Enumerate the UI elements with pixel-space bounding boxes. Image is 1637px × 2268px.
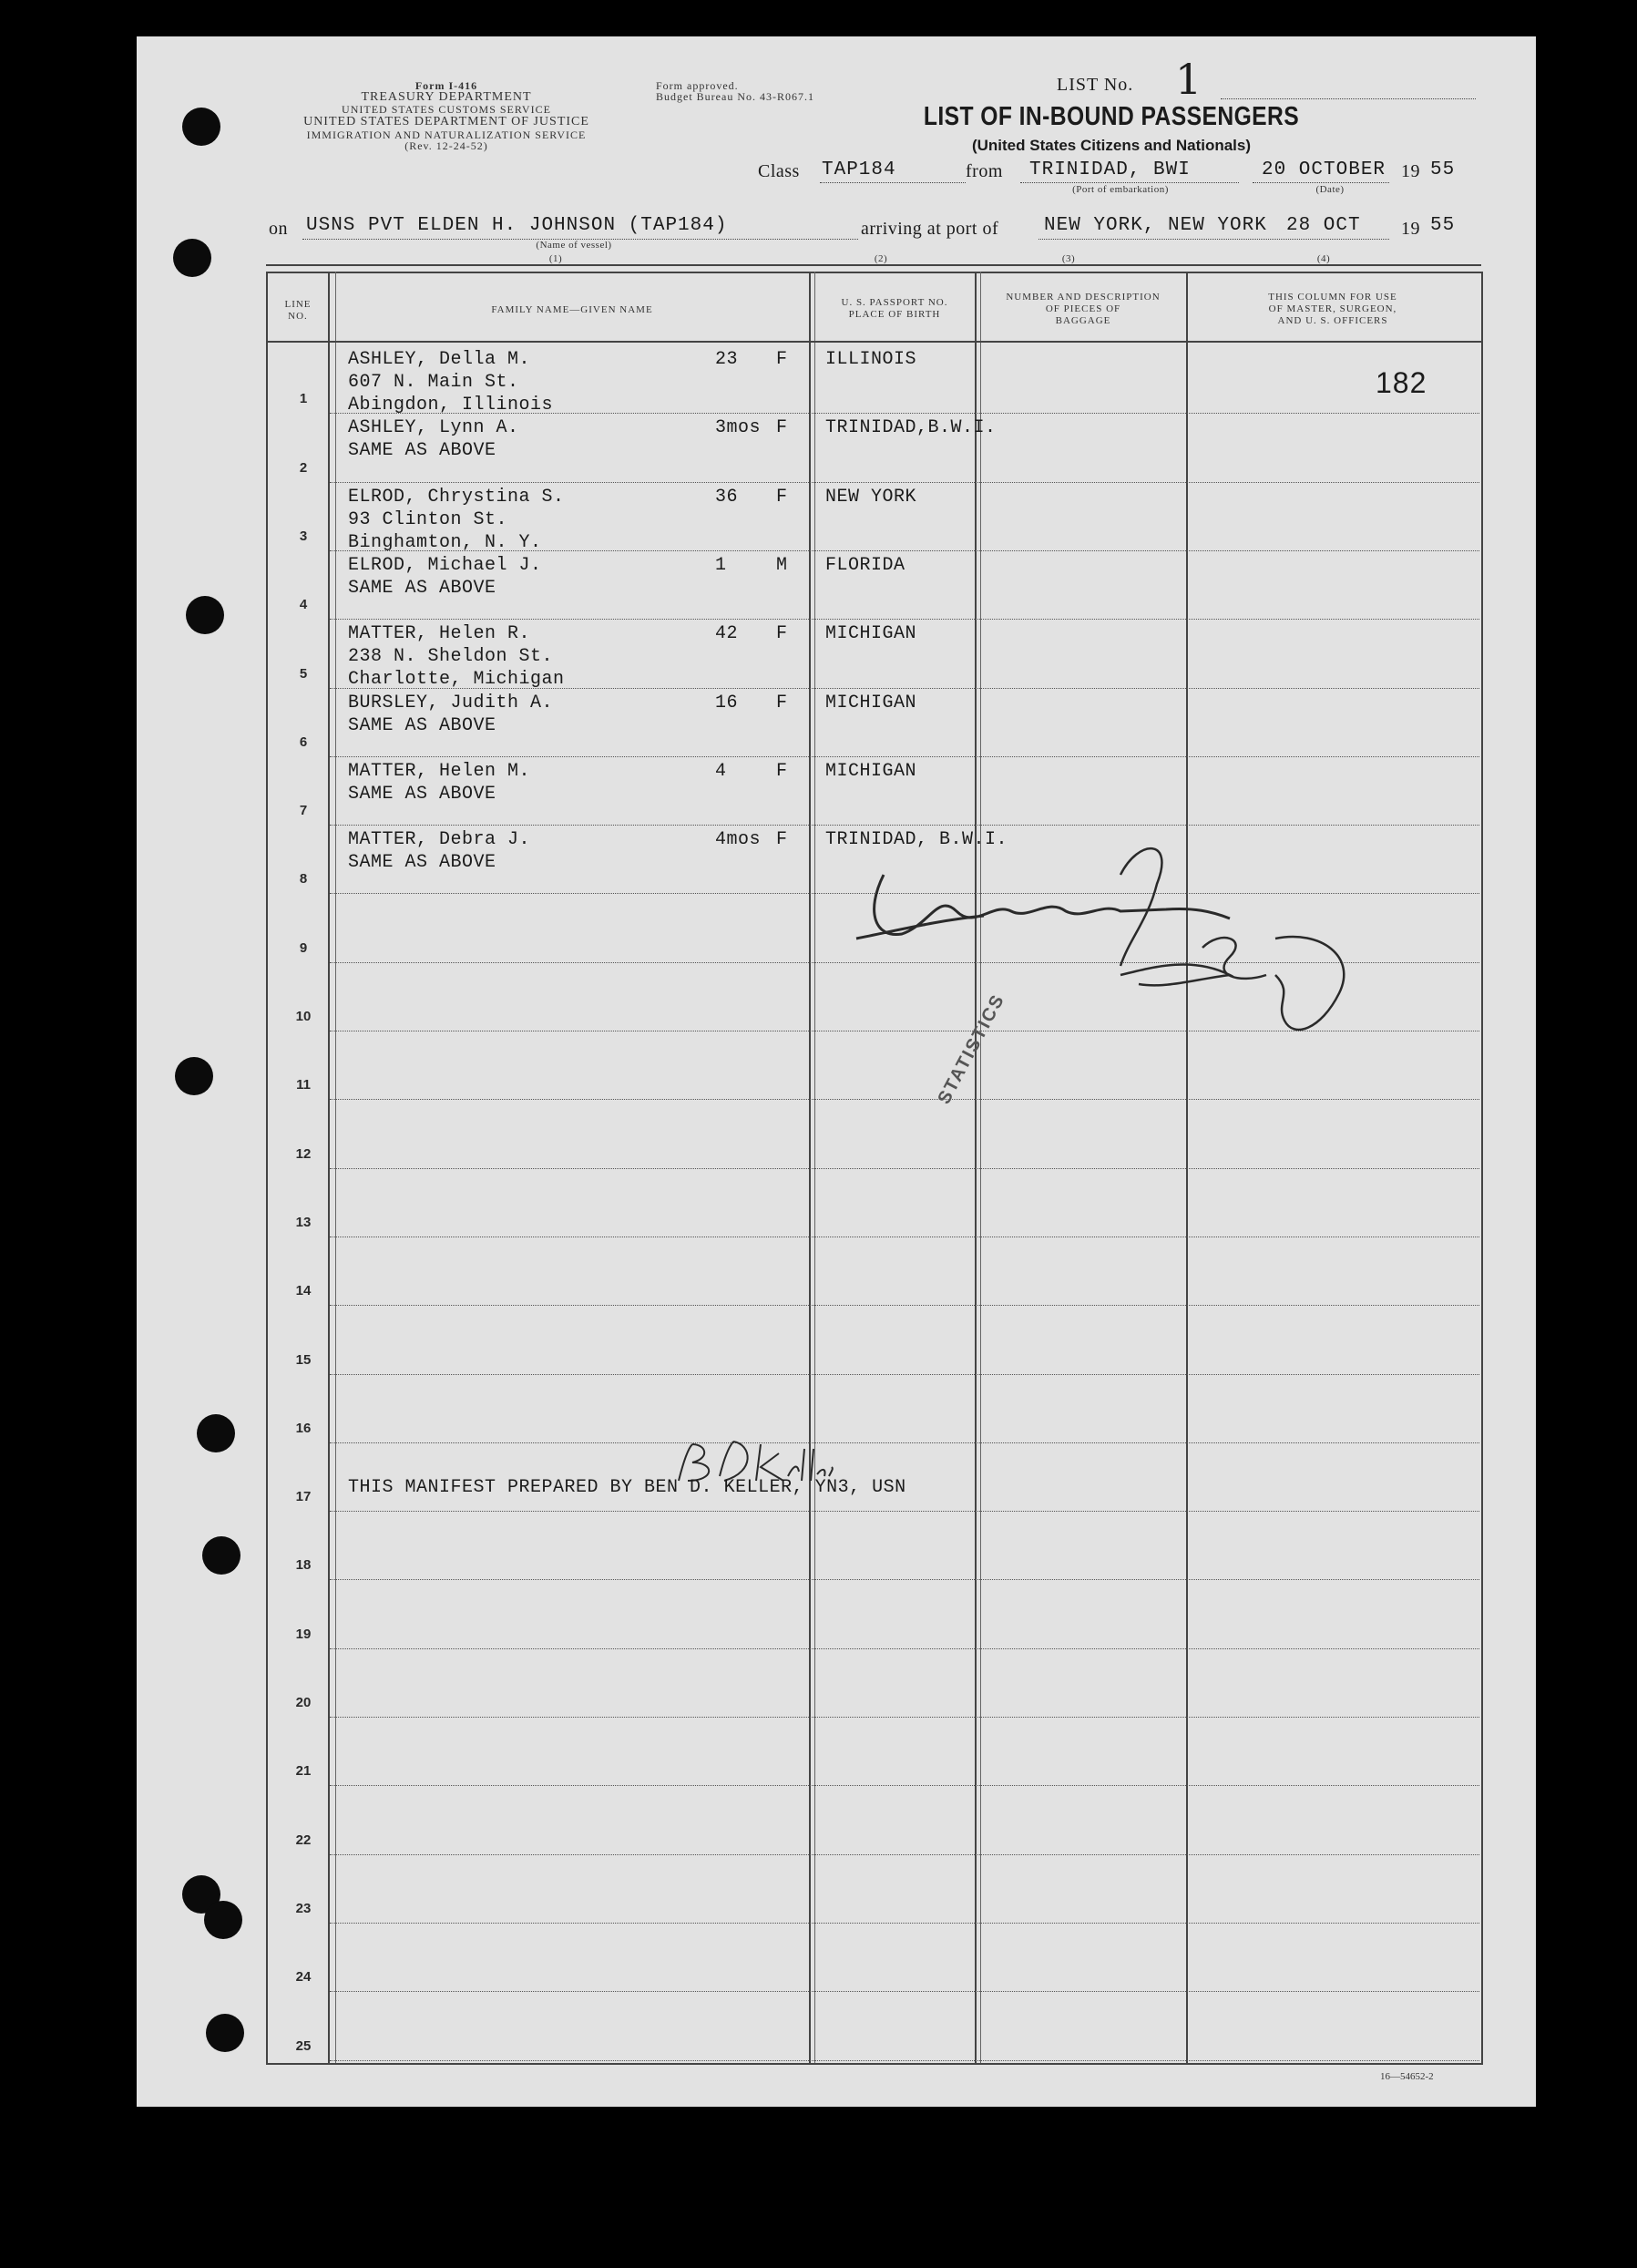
class-value: TAP184 (822, 159, 896, 180)
line-number: 20 (295, 1695, 312, 1710)
passenger-name: ASHLEY, Della M. 607 N. Main St. Abingdon, Illinois (348, 349, 554, 416)
line-number: 17 (295, 1489, 312, 1505)
line-number: 4 (299, 597, 308, 613)
line-number: 1 (299, 391, 308, 407)
line-number: 25 (295, 2037, 312, 2054)
line-number: 6 (299, 734, 308, 750)
list-number-label: LIST No. (1057, 75, 1134, 95)
passenger-sex: F (776, 417, 788, 439)
passenger-name: MATTER, Debra J. SAME AS ABOVE (348, 829, 531, 874)
line-number: 7 (299, 803, 308, 819)
line-number: 19 (295, 1626, 312, 1642)
line-number: 22 (295, 1832, 312, 1848)
line-number: 10 (295, 1009, 312, 1024)
line-number: 23 (295, 1900, 312, 1916)
passenger-sex: F (776, 692, 788, 713)
column-number-2: (2) (874, 253, 888, 264)
passenger-age: 1 (715, 554, 727, 576)
list-number-value: 1 (1175, 55, 1202, 104)
passenger-birthplace: MICHIGAN (825, 692, 917, 713)
passenger-birthplace: MICHIGAN (825, 760, 917, 782)
passenger-birthplace: MICHIGAN (825, 623, 917, 645)
port-caption: (Port of embarkation) (1072, 184, 1169, 195)
column-number-4: (4) (1316, 253, 1331, 264)
passenger-age: 3mos (715, 417, 762, 439)
line-number: 12 (295, 1145, 312, 1162)
vessel-name: USNS PVT ELDEN H. JOHNSON (TAP184) (306, 215, 728, 236)
departure-year: 55 (1430, 159, 1456, 180)
ins-label: IMMIGRATION AND NATURALIZATION SERVICE (306, 128, 587, 141)
budget-bureau: Budget Bureau No. 43-R067.1 (656, 90, 814, 103)
col-header-baggage: NUMBER AND DESCRIPTION OF PIECES OF BAGGAGE (1006, 292, 1161, 326)
row-divider (330, 1305, 1479, 1306)
line-number: 3 (299, 528, 308, 544)
passenger-birthplace: NEW YORK (825, 486, 917, 508)
officer-note: 182 (1376, 366, 1427, 399)
passenger-age: 42 (715, 623, 739, 645)
col-header-line-no: LINE NO. (284, 299, 312, 322)
year-label: 19 (1401, 161, 1420, 181)
row-divider (330, 1854, 1479, 1855)
passenger-birthplace: FLORIDA (825, 554, 905, 576)
col-header-name: FAMILY NAME—GIVEN NAME (491, 304, 653, 315)
line-number: 5 (299, 665, 308, 682)
binder-hole (173, 239, 211, 277)
binder-hole (202, 1536, 240, 1575)
row-divider (330, 482, 1479, 483)
row-divider (330, 756, 1479, 757)
row-divider (330, 2060, 1479, 2061)
line-number: 21 (295, 1763, 312, 1780)
line-number: 14 (295, 1283, 312, 1299)
passenger-age: 23 (715, 349, 739, 370)
revision-label: (Rev. 12-24-52) (404, 139, 488, 152)
justice-label: UNITED STATES DEPARTMENT OF JUSTICE (303, 115, 589, 128)
passenger-name: MATTER, Helen R. 238 N. Sheldon St. Charlotte, Michigan (348, 623, 565, 691)
passenger-sex: M (776, 554, 788, 576)
arrival-date: 28 OCT (1286, 215, 1361, 236)
passenger-birthplace: ILLINOIS (825, 349, 917, 370)
binder-hole (206, 2014, 244, 2052)
passenger-name: ASHLEY, Lynn A. SAME AS ABOVE (348, 417, 519, 462)
row-divider (330, 1923, 1479, 1924)
line-number: 9 (299, 939, 308, 956)
passenger-birthplace: TRINIDAD,B.W.I. (825, 417, 997, 439)
binder-hole (197, 1414, 235, 1452)
passenger-sex: F (776, 486, 788, 508)
passenger-name: MATTER, Helen M. SAME AS ABOVE (348, 760, 531, 805)
passenger-sex: F (776, 760, 788, 782)
row-divider (330, 1579, 1479, 1580)
line-number: 8 (299, 871, 308, 888)
form-approved: Form approved. (656, 79, 739, 92)
line-number: 24 (295, 1969, 312, 1986)
arrival-port: NEW YORK, NEW YORK (1044, 215, 1267, 236)
binder-hole (186, 596, 224, 634)
statistics-stamp: STATISTICS (934, 990, 1009, 1108)
passenger-age: 4 (715, 760, 727, 782)
vessel-caption: (Name of vessel) (536, 240, 612, 251)
col-header-officers: THIS COLUMN FOR USE OF MASTER, SURGEON, AND U. S. OFFICERS (1268, 292, 1397, 326)
row-divider (330, 1717, 1479, 1718)
passenger-sex: F (776, 623, 788, 645)
agency-block (255, 80, 638, 151)
master-signature (847, 820, 1376, 1075)
form-number: Form I-416 (414, 79, 478, 92)
binder-hole (175, 1057, 213, 1095)
on-label: on (269, 219, 288, 239)
arriving-label: arriving at port of (861, 219, 999, 239)
row-divider (330, 1442, 1479, 1443)
form-print-code: 16—54652-2 (1380, 2071, 1434, 2082)
line-number: 13 (295, 1214, 312, 1230)
passenger-age: 36 (715, 486, 739, 508)
passenger-age: 4mos (715, 829, 762, 851)
row-divider (330, 1168, 1479, 1169)
passenger-name: ELROD, Chrystina S. 93 Clinton St. Binghamton, N. Y. (348, 486, 565, 553)
date-caption: (Date) (1315, 184, 1345, 195)
from-value: TRINIDAD, BWI (1029, 159, 1191, 180)
departure-date: 20 OCTOBER (1262, 159, 1386, 180)
row-divider (330, 1648, 1479, 1649)
col-header-passport: U. S. PASSPORT NO. PLACE OF BIRTH (841, 297, 948, 320)
passenger-birthplace: TRINIDAD, B.W.I. (825, 829, 1008, 851)
row-divider (330, 1511, 1479, 1512)
page-subtitle: (United States Citizens and Nationals) (971, 137, 1252, 154)
passenger-sex: F (776, 829, 788, 851)
from-label: from (966, 161, 1003, 181)
row-divider (330, 1785, 1479, 1786)
arrival-year: 55 (1430, 215, 1456, 236)
column-number-1: (1) (548, 253, 563, 264)
line-number: 11 (296, 1077, 311, 1093)
arrival-year-label: 19 (1401, 219, 1420, 239)
treasury-label: TREASURY DEPARTMENT (361, 90, 532, 104)
class-label: Class (758, 161, 800, 181)
passenger-name: ELROD, Michael J. SAME AS ABOVE (348, 554, 542, 599)
prepared-by-note: THIS MANIFEST PREPARED BY BEN D. KELLER, YN3, USN (348, 1477, 906, 1498)
binder-hole (182, 108, 220, 146)
row-divider (330, 1991, 1479, 1992)
line-number: 16 (295, 1420, 312, 1436)
line-number: 2 (299, 459, 308, 476)
line-number: 15 (295, 1351, 312, 1368)
row-divider (330, 619, 1479, 620)
customs-label: UNITED STATES CUSTOMS SERVICE (342, 103, 551, 116)
row-divider (330, 1099, 1479, 1100)
approval-block (656, 80, 829, 102)
passenger-sex: F (776, 349, 788, 370)
passenger-name: BURSLEY, Judith A. SAME AS ABOVE (348, 692, 554, 736)
page-title: LIST OF IN-BOUND PASSENGERS (923, 102, 1300, 131)
passenger-age: 16 (715, 692, 739, 713)
binder-hole (204, 1901, 242, 1939)
row-divider (330, 1374, 1479, 1375)
column-number-3: (3) (1061, 253, 1076, 264)
line-number: 18 (295, 1557, 312, 1574)
